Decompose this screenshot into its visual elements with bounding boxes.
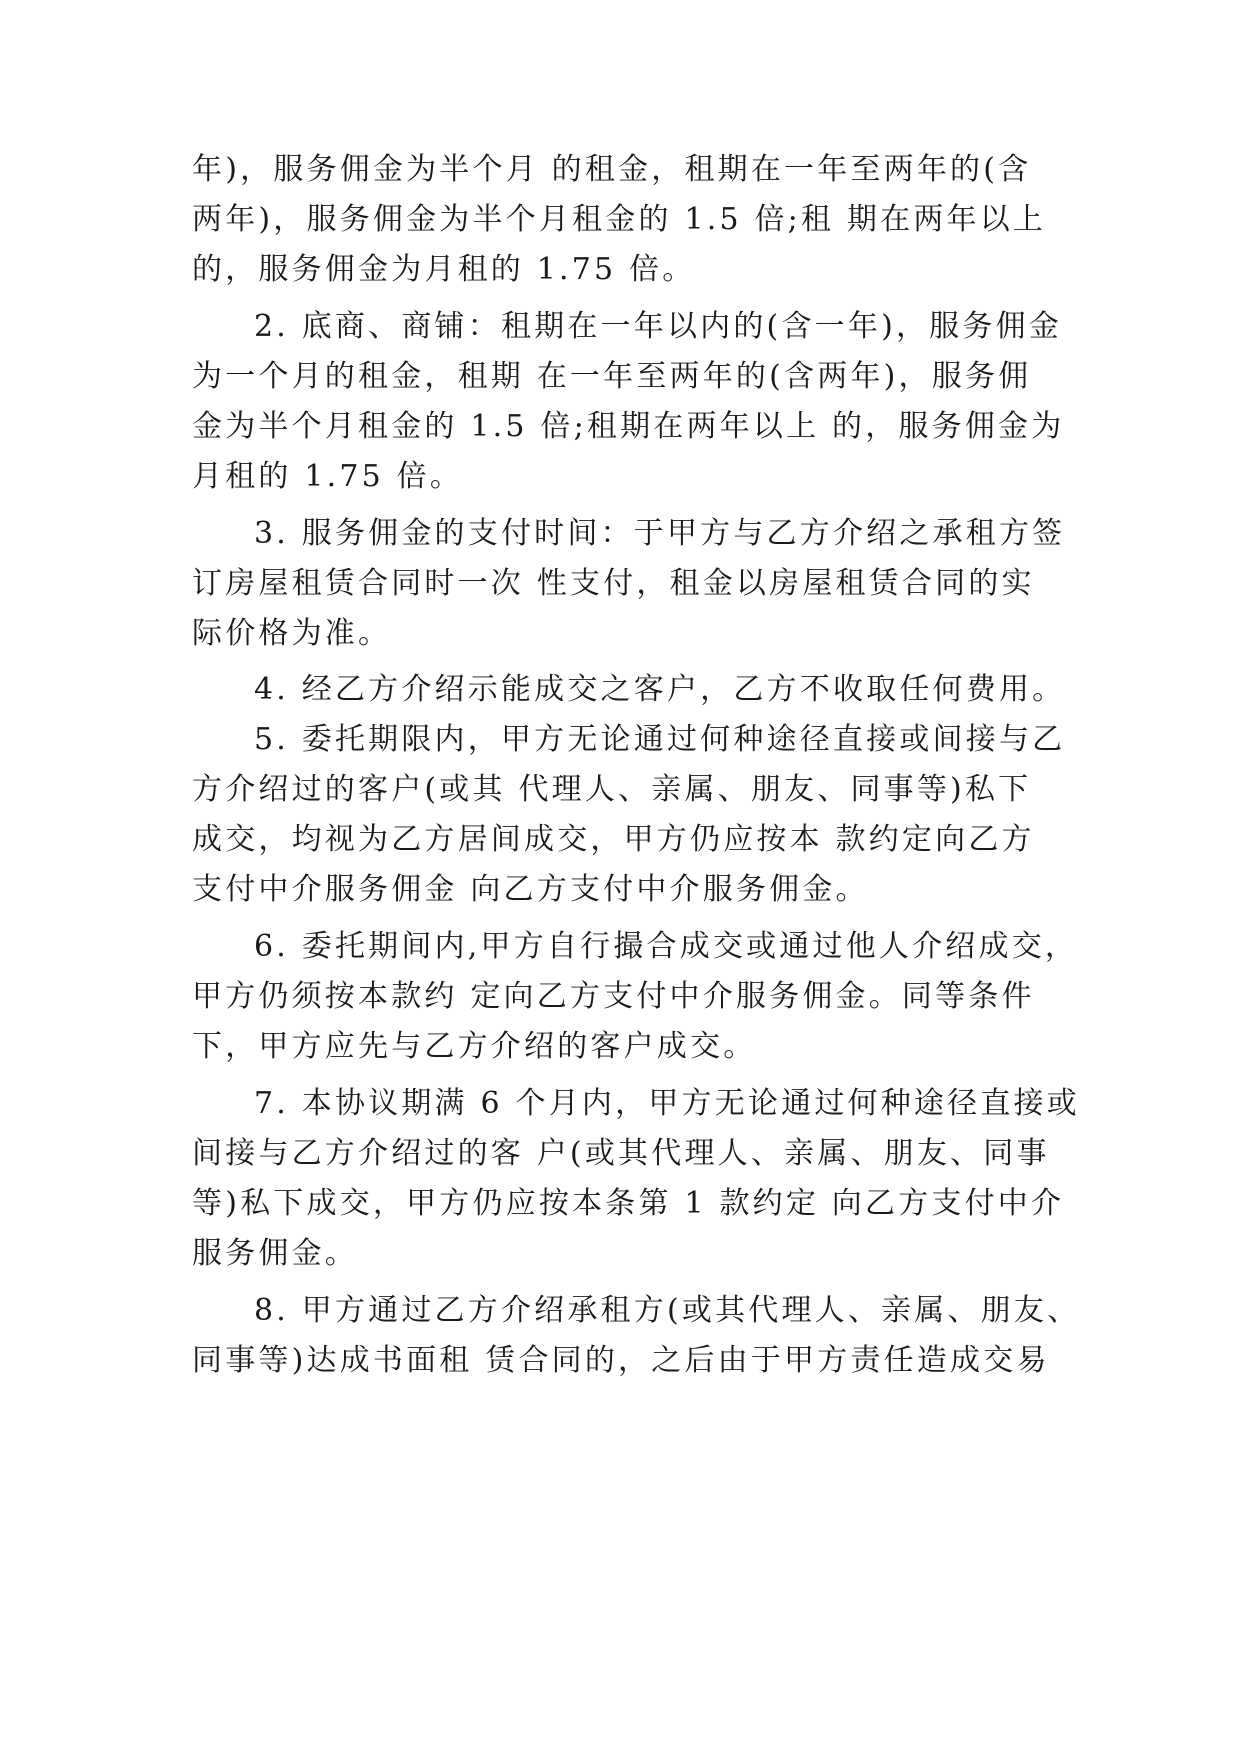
text-line: 4. 经乙方介绍示能成交之客户，乙方不收取任何费用。 [254, 672, 1066, 707]
text-line: 等)私下成交，甲方仍应按本条第 1 款约定 向乙方支付中介 [192, 1186, 1065, 1221]
text-line: 成交，均视为乙方居间成交，甲方仍应按本 款约定向乙方 [192, 822, 1035, 857]
text-line: 6. 委托期间内,甲方自行撮合成交或通过他人介绍成交， [254, 929, 1079, 964]
text-line: 服务佣金。 [192, 1236, 358, 1271]
text-line: 订房屋租赁合同时一次 性支付，租金以房屋租赁合同的实 [192, 566, 1035, 601]
text-line: 8. 甲方通过乙方介绍承租方(或其代理人、亲属、朋友、 [254, 1293, 1081, 1328]
text-line: 月租的 1.75 倍。 [192, 459, 464, 494]
text-line: 际价格为准。 [192, 616, 392, 651]
text-line: 间接与乙方介绍过的客 户(或其代理人、亲属、朋友、同事 [192, 1136, 1050, 1171]
text-line: 5. 委托期限内，甲方无论通过何种途径直接或间接与乙 [254, 722, 1066, 757]
text-line: 支付中介服务佣金 向乙方支付中介服务佣金。 [192, 872, 869, 907]
text-line: 7. 本协议期满 6 个月内，甲方无论通过何种途径直接或 [254, 1086, 1080, 1121]
text-line: 同事等)达成书面租 赁合同的，之后由于甲方责任造成交易 [192, 1343, 1050, 1378]
text-line: 2. 底商、商铺：租期在一年以内的(含一年)，服务佣金 [254, 309, 1062, 344]
text-line: 甲方仍须按本款约 定向乙方支付中介服务佣金。同等条件 [192, 979, 1035, 1014]
text-line: 3. 服务佣金的支付时间：于甲方与乙方介绍之承租方签 [254, 516, 1066, 551]
text-line: 年)，服务佣金为半个月 的租金，租期在一年至两年的(含 [192, 152, 1032, 187]
text-line: 方介绍过的客户(或其 代理人、亲属、朋友、同事等)私下 [192, 772, 1032, 807]
text-line: 为一个月的租金，租期 在一年至两年的(含两年)，服务佣 [192, 359, 1032, 394]
text-line: 金为半个月租金的 1.5 倍;租期在两年以上 的，服务佣金为 [192, 409, 1065, 444]
text-line: 两年)，服务佣金为半个月租金的 1.5 倍;租 期在两年以上 [192, 202, 1047, 237]
text-line: 下，甲方应先与乙方介绍的客户成交。 [192, 1029, 757, 1064]
text-line: 的，服务佣金为月租的 1.75 倍。 [192, 252, 696, 287]
